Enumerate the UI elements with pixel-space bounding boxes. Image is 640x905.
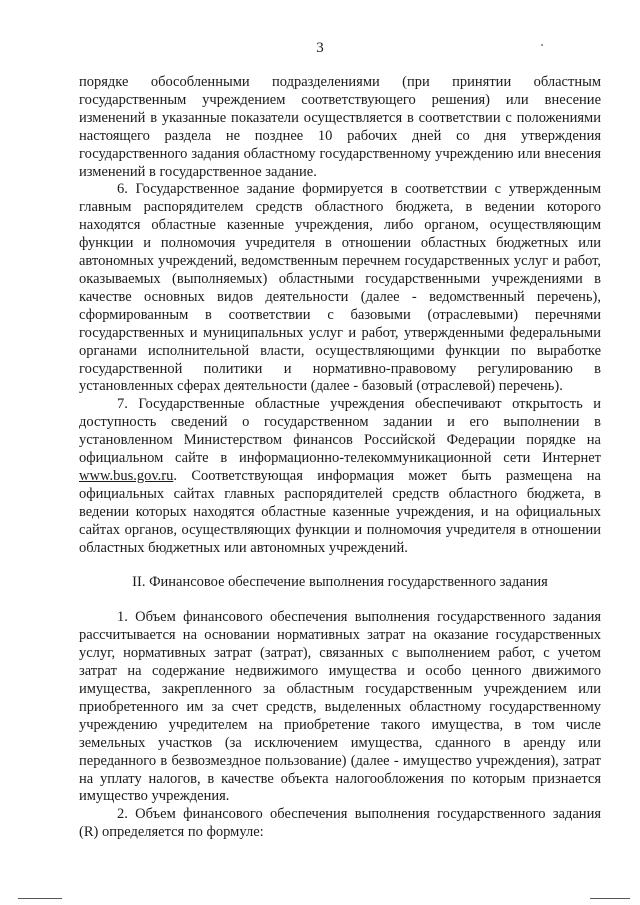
footer-rule-right	[590, 898, 630, 899]
footer-rule-left	[18, 898, 62, 899]
paragraph-7	[79, 396, 601, 557]
bus-gov-link[interactable]: www.bus.gov.ru	[79, 467, 174, 484]
paragraph-financing-1: 1. Объем финансового обеспечения выполнения государственного задания рассчитывается на основании нормативных затрат на оказание государственных услуг, нормативных затрат (затрат), связанных с выполнением работ, с учетом затрат на содержание недвижимого имущества и особо ценного движимого имущества, закрепленного за областным государственным учреждением или приобретенного им за счет средств, выделенных областному государственному учреждению учредителем на приобретение такого имущества, в том числе земельных участков (за исключением имущества, сданного в аренду или переданного в безвозмездное пользование) (далее - имущество учреждения), затрат на уплату налогов, в качестве объекта налогообложения по которым признается имущество учреждения.	[79, 609, 601, 805]
page-number: 3	[316, 40, 324, 56]
scan-speck	[541, 44, 543, 46]
paragraph-7-text-start: 7. Государственные областные учреждения обеспечивают открытость и доступность сведений о государственном задании и его выполнении в установленном Министерством финансов Российской Федерации порядке на официальном сайте в информационно-телекоммуникационной сети Интернет	[79, 396, 601, 467]
paragraph-6: 6. Государственное задание формируется в соответствии с утвержденным главным распорядителем средств областного бюджета, в ведении которого находятся областные казенные учреждения, либо органом, осуществляющим функции и полномочия учредителя в отношении областных бюджетных или автономных учреждений, ведомственным перечнем государственных услуг и работ, оказываемых (выполняемых) областными государственными учреждениями в качестве основных видов деятельности (далее - ведомственный перечень), сформированным в соответствии с базовыми (отраслевыми) перечнями государственных и муниципальных услуг и работ, утвержденными федеральными органами исполнительной власти, осуществляющими функции по выработке государственной политики и нормативно-правовому регулированию в установленных сферах деятельности (далее - базовый (отраслевой) перечень).	[79, 181, 601, 395]
paragraph-financing-2: 2. Объем финансового обеспечения выполнения государственного задания (R) определяется по формуле:	[79, 806, 601, 841]
document-body	[79, 74, 601, 842]
paragraph-continuation: порядке обособленными подразделениями (при принятии областным государственным учреждением соответствующего решения) или внесение изменений в указанные показатели осуществляется в соответствии с положениями настоящего раздела не позднее 10 рабочих дней со дня утверждения государственного задания областному государственному учреждению или внесения изменений в государственное задание.	[79, 74, 601, 180]
paragraph-7-text-end: . Соответствующая информация может быть размещена на официальных сайтах главных распорядителей средств областного бюджета, в ведении которых находятся областные казенные учреждения, и на официальных сайтах органов, осуществляющих функции и полномочия учредителя в отношении областных бюджетных или автономных учреждений.	[79, 467, 601, 556]
section-heading: II. Финансовое обеспечение выполнения государственного задания	[132, 574, 548, 591]
